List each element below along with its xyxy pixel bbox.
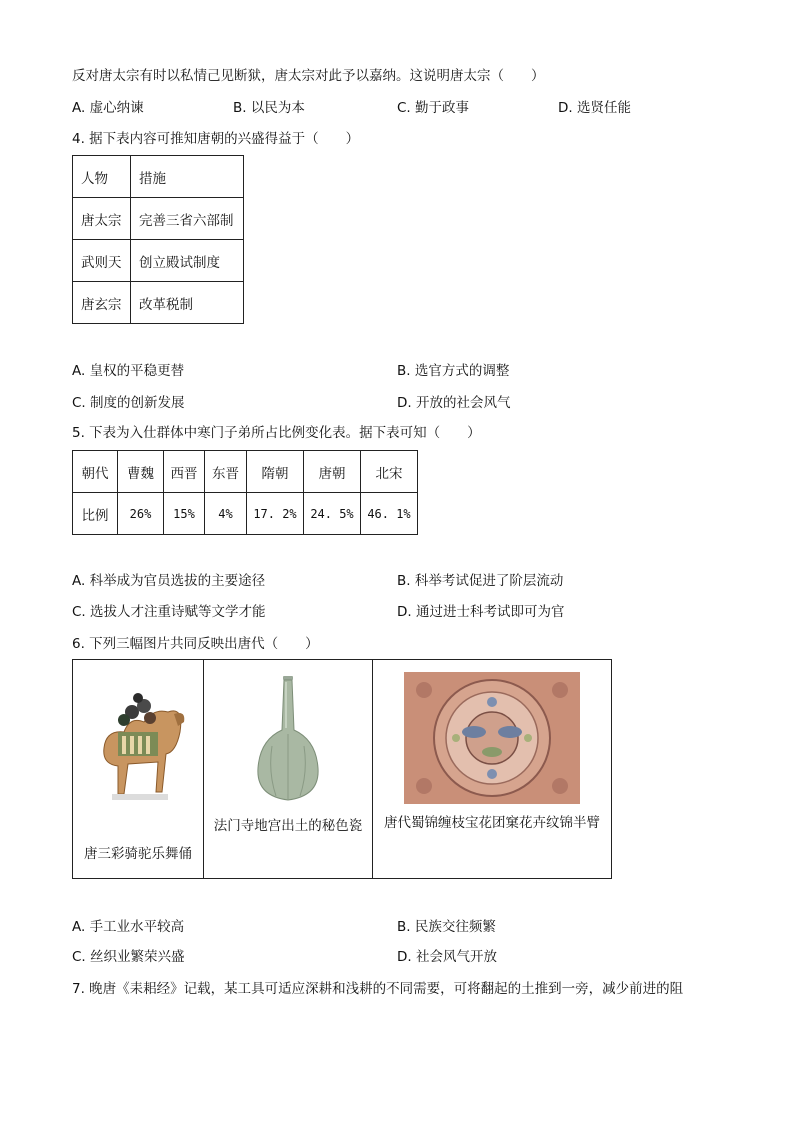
table-cell: 唐太宗 <box>73 198 131 240</box>
q6-option-c[interactable]: C. 丝织业繁荣兴盛 <box>72 949 185 965</box>
q5-option-d[interactable]: D. 通过进士科考试即可为官 <box>397 604 565 620</box>
q5-option-b[interactable]: B. 科举考试促进了阶层流动 <box>397 573 564 589</box>
camel-figurine-image <box>88 682 188 817</box>
q5-stem: 5. 下表为入仕群体中寒门子弟所占比例变化表。据下表可知（ ） <box>72 425 481 441</box>
q6-stem: 6. 下列三幅图片共同反映出唐代（ ） <box>72 636 319 652</box>
q6-option-d[interactable]: D. 社会风气开放 <box>397 949 497 965</box>
table-cell: 17. 2% <box>247 493 304 535</box>
q6-option-b[interactable]: B. 民族交往频繁 <box>397 919 496 935</box>
q5-option-c[interactable]: C. 选拔人才注重诗赋等文学才能 <box>72 604 266 620</box>
table-cell: 比例 <box>73 493 118 535</box>
caption-brocade-textile: 唐代蜀锦缠枝宝花团窠花卉纹锦半臂 <box>384 815 600 831</box>
q4-option-d[interactable]: D. 开放的社会风气 <box>397 395 511 411</box>
caption-camel-figurine: 唐三彩骑驼乐舞俑 <box>84 846 192 862</box>
table-row <box>73 493 418 535</box>
table-cell <box>73 660 204 879</box>
table-row <box>73 660 612 879</box>
q5-table <box>72 450 418 535</box>
table-cell <box>373 660 612 879</box>
q6-image-table <box>72 659 612 879</box>
table-row <box>73 282 244 324</box>
table-cell: 26% <box>118 493 164 535</box>
table-cell: 15% <box>164 493 205 535</box>
table-row <box>73 156 244 198</box>
table-cell: 措施 <box>131 156 244 198</box>
q4-option-a[interactable]: A. 皇权的平稳更替 <box>72 363 185 379</box>
table-row <box>73 240 244 282</box>
table-cell: 北宋 <box>361 451 418 493</box>
q3-option-c[interactable]: C. 勤于政事 <box>397 100 470 116</box>
q3-option-b[interactable]: B. 以民为本 <box>233 100 305 116</box>
table-cell: 朝代 <box>73 451 118 493</box>
table-cell: 24. 5% <box>304 493 361 535</box>
q4-stem: 4. 据下表内容可推知唐朝的兴盛得益于（ ） <box>72 131 360 147</box>
q4-option-c[interactable]: C. 制度的创新发展 <box>72 395 185 411</box>
caption-celadon-vase: 法门寺地宫出土的秘色瓷 <box>213 818 363 834</box>
table-cell: 东晋 <box>205 451 247 493</box>
q3-option-a[interactable]: A. 虚心纳谏 <box>72 100 144 116</box>
q3-option-d[interactable]: D. 选贤任能 <box>558 100 631 116</box>
celadon-vase-image <box>248 672 328 807</box>
q4-option-b[interactable]: B. 选官方式的调整 <box>397 363 510 379</box>
intro-line: 反对唐太宗有时以私情己见断狱，唐太宗对此予以嘉纳。这说明唐太宗（ ） <box>72 68 545 84</box>
table-cell: 4% <box>205 493 247 535</box>
table-cell: 唐玄宗 <box>73 282 131 324</box>
brocade-textile-image <box>404 672 580 804</box>
table-cell: 隋朝 <box>247 451 304 493</box>
q5-option-a[interactable]: A. 科举成为官员选拔的主要途径 <box>72 573 266 589</box>
table-cell: 创立殿试制度 <box>131 240 244 282</box>
table-cell: 改革税制 <box>131 282 244 324</box>
table-cell: 人物 <box>73 156 131 198</box>
table-cell: 46. 1% <box>361 493 418 535</box>
table-cell: 完善三省六部制 <box>131 198 244 240</box>
table-cell: 曹魏 <box>118 451 164 493</box>
table-row <box>73 451 418 493</box>
table-row <box>73 198 244 240</box>
q4-table <box>72 155 244 324</box>
table-cell <box>204 660 373 879</box>
q6-option-a[interactable]: A. 手工业水平较高 <box>72 919 185 935</box>
table-cell: 唐朝 <box>304 451 361 493</box>
table-cell: 西晋 <box>164 451 205 493</box>
q7-stem: 7. 晚唐《耒耜经》记载，某工具可适应深耕和浅耕的不同需要，可将翻起的土推到一旁，减少前进的阻 <box>72 981 684 997</box>
table-cell: 武则天 <box>73 240 131 282</box>
